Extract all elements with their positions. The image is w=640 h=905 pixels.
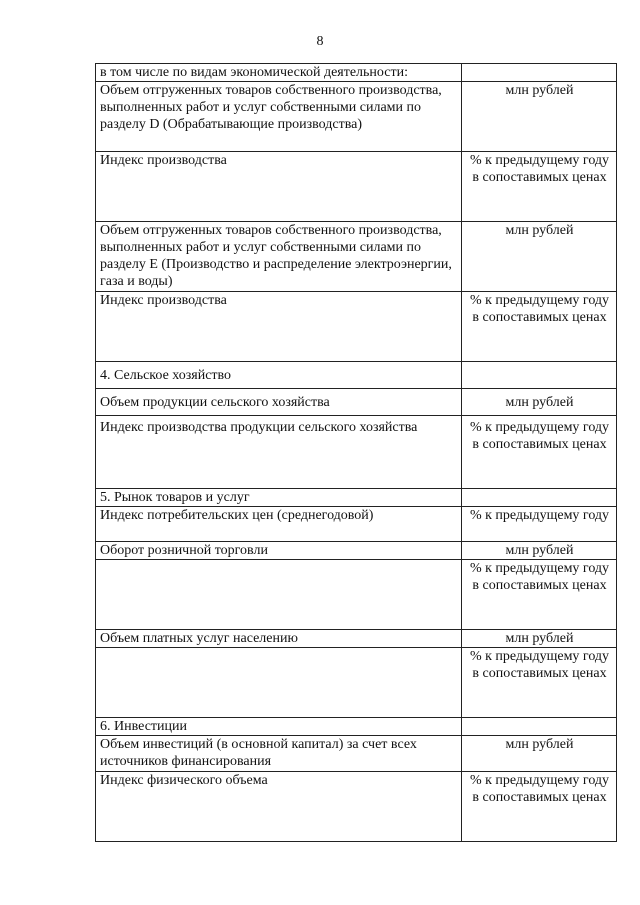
indicator-cell: в том числе по видам экономической деятельности: (96, 64, 462, 82)
unit-cell: % к предыдущему году в сопоставимых ценах (462, 416, 617, 489)
table-row (96, 736, 617, 772)
table-row (96, 489, 617, 507)
indicators-table (95, 63, 617, 842)
table-row (96, 630, 617, 648)
indicator-cell: Оборот розничной торговли (96, 542, 462, 560)
unit-cell (462, 362, 617, 389)
unit-cell (462, 718, 617, 736)
table-row (96, 152, 617, 222)
unit-cell: % к предыдущему году в сопоставимых ценах (462, 648, 617, 718)
table-row (96, 542, 617, 560)
table-row (96, 507, 617, 542)
unit-cell: % к предыдущему году (462, 507, 617, 542)
indicator-cell: Объем инвестиций (в основной капитал) за счет всех источников финансирования (96, 736, 462, 772)
indicator-cell (96, 648, 462, 718)
table-row (96, 560, 617, 630)
unit-cell: млн рублей (462, 542, 617, 560)
indicator-cell: Индекс производства продукции сельского хозяйства (96, 416, 462, 489)
table-row (96, 772, 617, 842)
indicator-cell (96, 560, 462, 630)
indicator-cell: Индекс производства (96, 292, 462, 362)
unit-cell: млн рублей (462, 222, 617, 292)
indicator-cell: Объем продукции сельского хозяйства (96, 389, 462, 416)
indicator-cell: Индекс потребительских цен (среднегодовой) (96, 507, 462, 542)
table-row (96, 416, 617, 489)
table-row (96, 64, 617, 82)
table-row (96, 292, 617, 362)
page-number: 8 (316, 34, 324, 49)
unit-cell: % к предыдущему году в сопоставимых ценах (462, 292, 617, 362)
indicator-cell: Объем отгруженных товаров собственного производства, выполненных работ и услуг собственными силами по разделу E (Производство и распределение электроэнергии, газа и воды) (96, 222, 462, 292)
unit-cell: млн рублей (462, 736, 617, 772)
section-heading: 5. Рынок товаров и услуг (96, 489, 462, 507)
unit-cell (462, 64, 617, 82)
indicator-cell: Индекс физического объема (96, 772, 462, 842)
indicator-cell: Объем платных услуг населению (96, 630, 462, 648)
unit-cell: % к предыдущему году в сопоставимых ценах (462, 560, 617, 630)
section-heading: 6. Инвестиции (96, 718, 462, 736)
indicator-cell: Индекс производства (96, 152, 462, 222)
indicator-cell: Объем отгруженных товаров собственного производства, выполненных работ и услуг собственными силами по разделу D (Обрабатывающие производства) (96, 82, 462, 152)
unit-cell: млн рублей (462, 630, 617, 648)
table-row (96, 389, 617, 416)
section-heading: 4. Сельское хозяйство (96, 362, 462, 389)
unit-cell: млн рублей (462, 82, 617, 152)
unit-cell (462, 489, 617, 507)
table-row (96, 362, 617, 389)
table-row (96, 718, 617, 736)
unit-cell: % к предыдущему году в сопоставимых ценах (462, 772, 617, 842)
table-row (96, 82, 617, 152)
unit-cell: % к предыдущему году в сопоставимых ценах (462, 152, 617, 222)
table-row (96, 648, 617, 718)
unit-cell: млн рублей (462, 389, 617, 416)
table-row (96, 222, 617, 292)
